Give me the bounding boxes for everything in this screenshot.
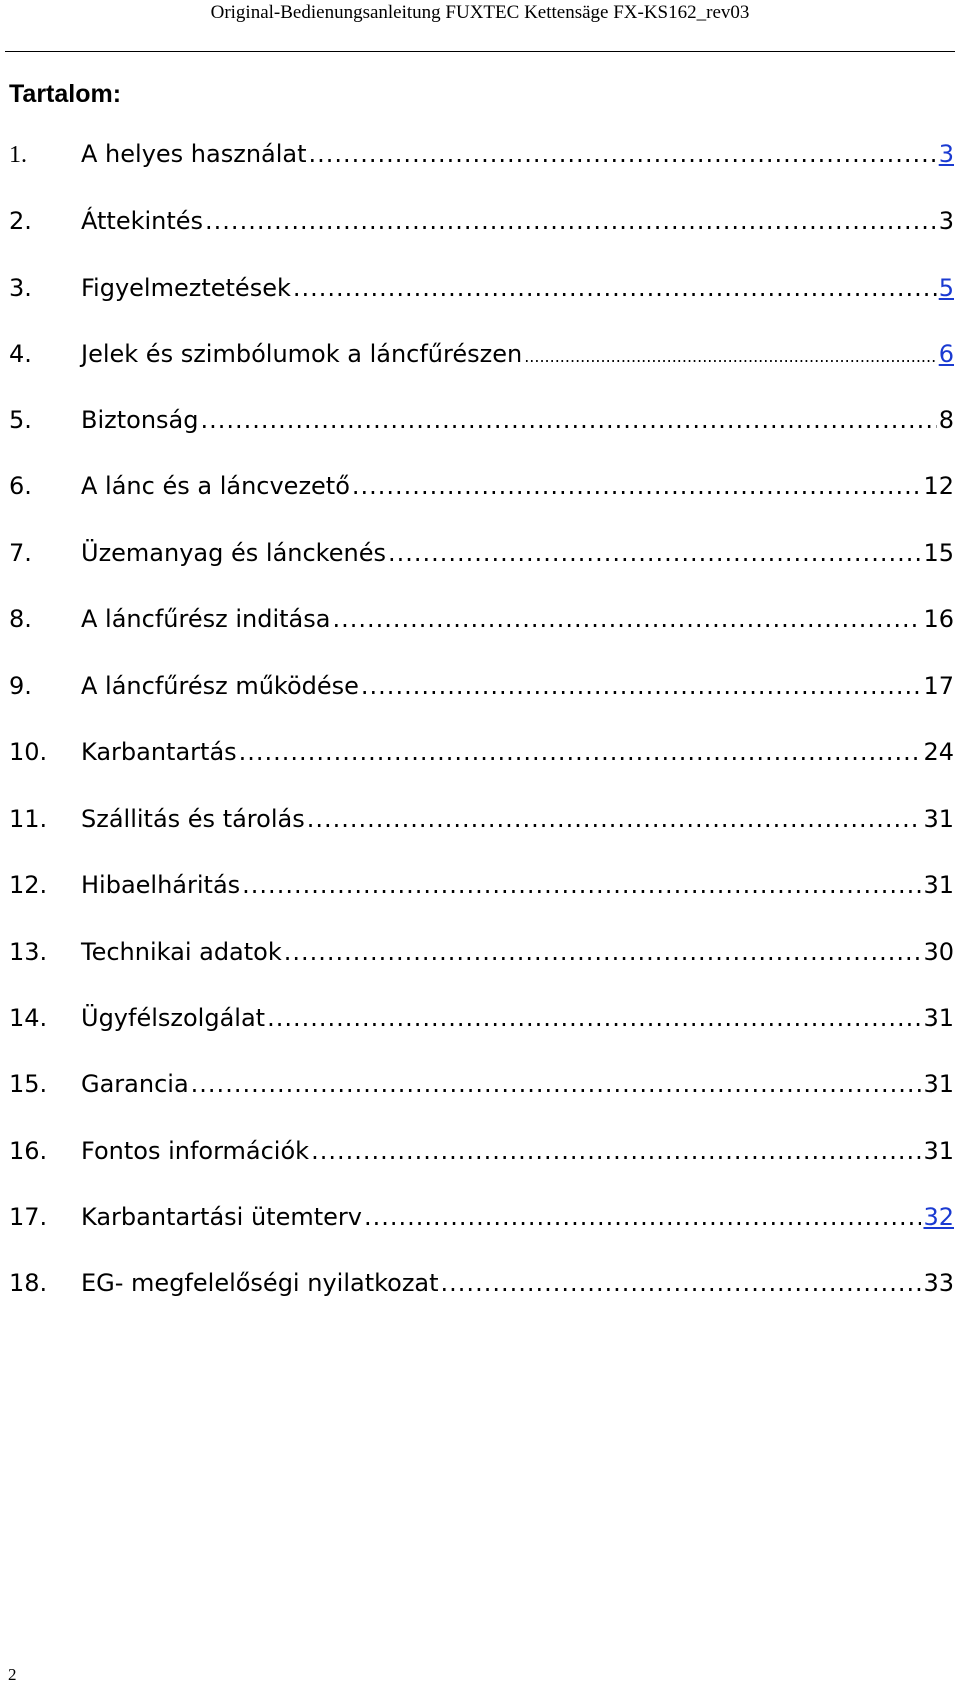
toc-entry-7[interactable]: [9, 535, 954, 571]
toc-dot-leader: [352, 468, 922, 504]
toc-entry-title: A helyes használat: [81, 140, 307, 168]
toc-page-number: 31: [923, 1070, 954, 1098]
toc-entry-title: Biztonság: [81, 406, 199, 434]
toc-entry-number: 9.: [9, 672, 32, 700]
toc-entry-title: A láncfűrész működése: [81, 672, 359, 700]
toc-entry-number: 4.: [9, 340, 32, 368]
toc-entry-title: Hibaelháritás: [81, 871, 241, 899]
toc-page-number: 33: [923, 1269, 954, 1297]
toc-entry-number: 11.: [9, 805, 48, 833]
toc-dot-leader: [361, 668, 922, 704]
toc-entry-title: Figyelmeztetések: [81, 274, 291, 302]
toc-dot-leader: [441, 1265, 922, 1301]
toc-page-link[interactable]: 3: [938, 140, 954, 168]
toc-entry-title: Karbantartás: [81, 738, 237, 766]
toc-dot-leader: [284, 934, 922, 970]
toc-entry-number: 2.: [9, 207, 32, 235]
toc-page-number: 3: [938, 207, 954, 235]
toc-dot-leader: [307, 801, 922, 837]
toc-dot-leader: [309, 136, 937, 172]
toc-entry-number: 15.: [9, 1070, 48, 1098]
toc-page-number: 31: [923, 1137, 954, 1165]
toc-entry-5[interactable]: [9, 402, 954, 438]
toc-entry-number: 8.: [9, 605, 32, 633]
toc-entry-6[interactable]: [9, 468, 954, 504]
toc-entry-title: Jelek és szimbólumok a láncfűrészen: [81, 340, 523, 368]
toc-entry-number: 10.: [9, 738, 48, 766]
toc-page-link[interactable]: 32: [923, 1203, 954, 1231]
toc-entry-4[interactable]: [9, 336, 954, 372]
toc-page-number: 16: [923, 605, 954, 633]
toc-entry-title: Szállitás és tárolás: [81, 805, 305, 833]
toc-dot-leader: [200, 402, 936, 438]
toc-dot-leader: [524, 339, 937, 375]
toc-entry-number: 7.: [9, 539, 32, 567]
toc-page-link[interactable]: 6: [938, 340, 954, 368]
toc-title: Tartalom:: [9, 80, 122, 108]
toc-entry-title: A láncfűrész inditása: [81, 605, 331, 633]
toc-entry-18[interactable]: [9, 1265, 954, 1301]
toc-page-number: 8: [938, 406, 954, 434]
toc-entry-title: Fontos információk: [81, 1137, 310, 1165]
toc-entry-number: 14.: [9, 1004, 48, 1032]
toc-dot-leader: [267, 1000, 921, 1036]
toc-entry-number: 18.: [9, 1269, 48, 1297]
toc-page-number: 17: [923, 672, 954, 700]
toc-dot-leader: [242, 867, 921, 903]
toc-dot-leader: [191, 1066, 922, 1102]
toc-entry-9[interactable]: [9, 668, 954, 704]
toc-page-number: 24: [923, 738, 954, 766]
toc-page-number: 31: [923, 871, 954, 899]
toc-dot-leader: [311, 1133, 921, 1169]
toc-dot-leader: [239, 734, 922, 770]
toc-page-number: 31: [923, 1004, 954, 1032]
toc-entry-title: Technikai adatok: [81, 938, 282, 966]
toc-entry-title: Karbantartási ütemterv: [81, 1203, 362, 1231]
toc-entry-title: EG- megfelelőségi nyilatkozat: [81, 1269, 439, 1297]
toc-dot-leader: [388, 535, 921, 571]
toc-entry-3[interactable]: [9, 270, 954, 306]
toc-entry-8[interactable]: [9, 601, 954, 637]
toc-entry-10[interactable]: [9, 734, 954, 770]
toc-dot-leader: [293, 270, 937, 306]
toc-entry-title: Garancia: [81, 1070, 189, 1098]
toc-entry-12[interactable]: [9, 867, 954, 903]
toc-entry-title: A lánc és a láncvezető: [81, 472, 350, 500]
page-number: 2: [8, 1665, 17, 1684]
toc-dot-leader: [332, 601, 921, 637]
toc-entry-number: 13.: [9, 938, 48, 966]
toc-page-number: 15: [923, 539, 954, 567]
toc-entry-number: 17.: [9, 1203, 48, 1231]
toc-page-number: 12: [923, 472, 954, 500]
toc-entry-title: Ügyfélszolgálat: [81, 1004, 266, 1032]
toc-dot-leader: [205, 203, 937, 239]
toc-entry-17[interactable]: [9, 1199, 954, 1235]
toc-entry-2[interactable]: [9, 203, 954, 239]
toc-entry-15[interactable]: [9, 1066, 954, 1102]
toc-page-link[interactable]: 5: [938, 274, 954, 302]
running-header: Original-Bedienungsanleitung FUXTEC Kettensäge FX-KS162_rev03: [210, 2, 750, 23]
toc-entry-number: 16.: [9, 1137, 48, 1165]
toc-entry-number: 5.: [9, 406, 32, 434]
toc-entry-16[interactable]: [9, 1133, 954, 1169]
toc-dot-leader: [364, 1199, 921, 1235]
toc-entry-13[interactable]: [9, 934, 954, 970]
toc-entry-title: Üzemanyag és lánckenés: [81, 539, 386, 567]
toc-page-number: 31: [923, 805, 954, 833]
toc-entry-number: 12.: [9, 871, 48, 899]
toc-entry-number: 6.: [9, 472, 32, 500]
toc-entry-14[interactable]: [9, 1000, 954, 1036]
toc-entry-1[interactable]: [9, 136, 954, 172]
toc-page-number: 30: [923, 938, 954, 966]
toc-entry-title: Áttekintés: [81, 207, 204, 235]
toc-entry-11[interactable]: [9, 801, 954, 837]
toc-entry-number: 1.: [9, 142, 27, 168]
toc-entry-number: 3.: [9, 274, 32, 302]
